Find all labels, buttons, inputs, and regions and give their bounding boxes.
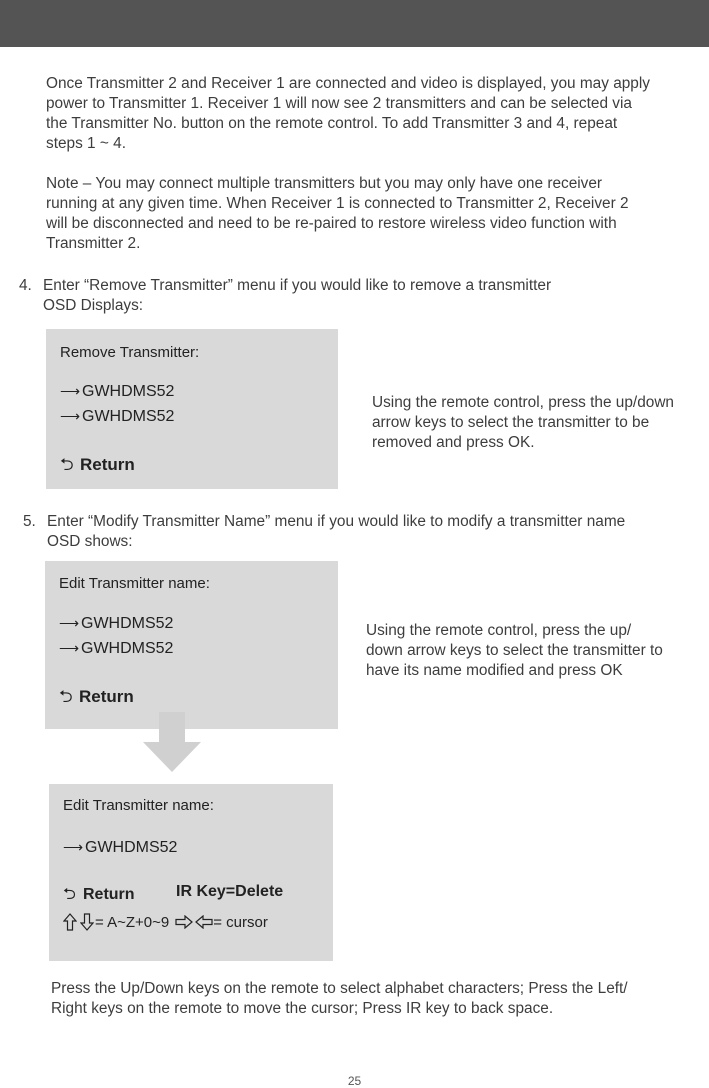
- return-label: Return: [79, 687, 134, 706]
- step-number: 5.: [23, 513, 36, 530]
- osd-title: Remove Transmitter:: [60, 344, 200, 361]
- osd-title: Edit Transmitter name:: [59, 575, 210, 592]
- chars-label: = A~Z+0~9: [95, 913, 170, 931]
- intro-line: the Transmitter No. button on the remote control. To add Transmitter 3 and 4, repeat: [46, 115, 618, 132]
- right-arrow-icon: ⟶: [60, 408, 81, 424]
- instruction-line: removed and press OK.: [372, 434, 535, 451]
- left-arrow-outline-icon: [195, 915, 213, 929]
- step-4-heading: [19, 276, 551, 316]
- step-5-heading: [23, 512, 625, 552]
- footer-line: Right keys on the remote to move the cursor; Press IR key to back space.: [51, 1000, 554, 1017]
- step-4-line1: Enter “Remove Transmitter” menu if you would like to remove a transmitter: [43, 277, 552, 294]
- footer-note: [51, 979, 628, 1019]
- osd-title: Edit Transmitter name:: [63, 797, 214, 814]
- return-button[interactable]: [59, 684, 134, 713]
- right-arrow-icon: ⟶: [60, 383, 81, 399]
- return-button[interactable]: [60, 452, 135, 481]
- return-label: Return: [80, 455, 135, 474]
- remove-transmitter-osd: [46, 329, 338, 489]
- return-label: Return: [83, 886, 135, 903]
- return-button[interactable]: [63, 883, 135, 910]
- note-line: Note – You may connect multiple transmitters but you may only have one receiver: [46, 175, 603, 192]
- instruction-line: have its name modified and press OK: [366, 662, 623, 679]
- right-arrow-icon: ⟶: [59, 615, 80, 631]
- right-arrow-outline-icon: [175, 915, 193, 929]
- transmitter-name: GWHDMS52: [81, 640, 174, 657]
- intro-line: steps 1 ~ 4.: [46, 135, 126, 152]
- header-bar: [0, 0, 709, 47]
- return-icon: ⮌: [59, 687, 73, 706]
- edit-transmitter-osd: [45, 561, 338, 729]
- intro-line: power to Transmitter 1. Receiver 1 will now see 2 transmitters and can be selected via: [46, 95, 632, 112]
- step-4-line2: OSD Displays:: [43, 297, 144, 314]
- transmitter-name: GWHDMS52: [82, 383, 175, 400]
- note-line: running at any given time. When Receiver 1 is connected to Transmitter 2, Receiver 2: [46, 195, 629, 212]
- return-icon: ⮌: [60, 455, 74, 474]
- note-paragraph: [46, 174, 629, 254]
- instruction-line: Using the remote control, press the up/down: [372, 394, 674, 411]
- instruction-line: Using the remote control, press the up/: [366, 622, 632, 639]
- step-5-instructions: [366, 621, 663, 681]
- step-number: 4.: [19, 277, 32, 294]
- osd-list-item[interactable]: [59, 615, 173, 633]
- intro-line: Once Transmitter 2 and Receiver 1 are connected and video is displayed, you may apply: [46, 75, 650, 92]
- step-5-line2: OSD shows:: [47, 533, 133, 550]
- right-arrow-icon: ⟶: [63, 839, 84, 855]
- intro-paragraph: [46, 74, 650, 154]
- down-arrow-icon: [142, 712, 202, 772]
- up-arrow-outline-icon: [63, 913, 77, 931]
- transmitter-name: GWHDMS52: [81, 615, 174, 632]
- step-4-instructions: [372, 393, 674, 453]
- osd-list-item[interactable]: [60, 408, 174, 426]
- instruction-line: arrow keys to select the transmitter to be: [372, 414, 650, 431]
- osd-list-item[interactable]: [63, 839, 177, 857]
- note-line: Transmitter 2.: [46, 235, 141, 252]
- osd-list-item[interactable]: [60, 383, 174, 401]
- osd-list-item[interactable]: [59, 640, 173, 658]
- edit-name-osd: [49, 784, 333, 961]
- cursor-label: = cursor: [213, 913, 268, 931]
- return-icon: ⮌: [63, 886, 76, 903]
- down-arrow-outline-icon: [80, 913, 94, 931]
- page-number: 25: [347, 1074, 362, 1088]
- footer-line: Press the Up/Down keys on the remote to select alphabet characters; Press the Left/: [51, 980, 628, 997]
- right-arrow-icon: ⟶: [59, 640, 80, 656]
- transmitter-name: GWHDMS52: [82, 408, 175, 425]
- note-line: will be disconnected and need to be re-paired to restore wireless video function with: [46, 215, 617, 232]
- key-legend: [63, 913, 268, 931]
- step-5-line1: Enter “Modify Transmitter Name” menu if you would like to modify a transmitter name: [47, 513, 626, 530]
- transmitter-name: GWHDMS52: [85, 839, 178, 856]
- instruction-line: down arrow keys to select the transmitter to: [366, 642, 663, 659]
- ir-key-label: IR Key=Delete: [176, 883, 284, 900]
